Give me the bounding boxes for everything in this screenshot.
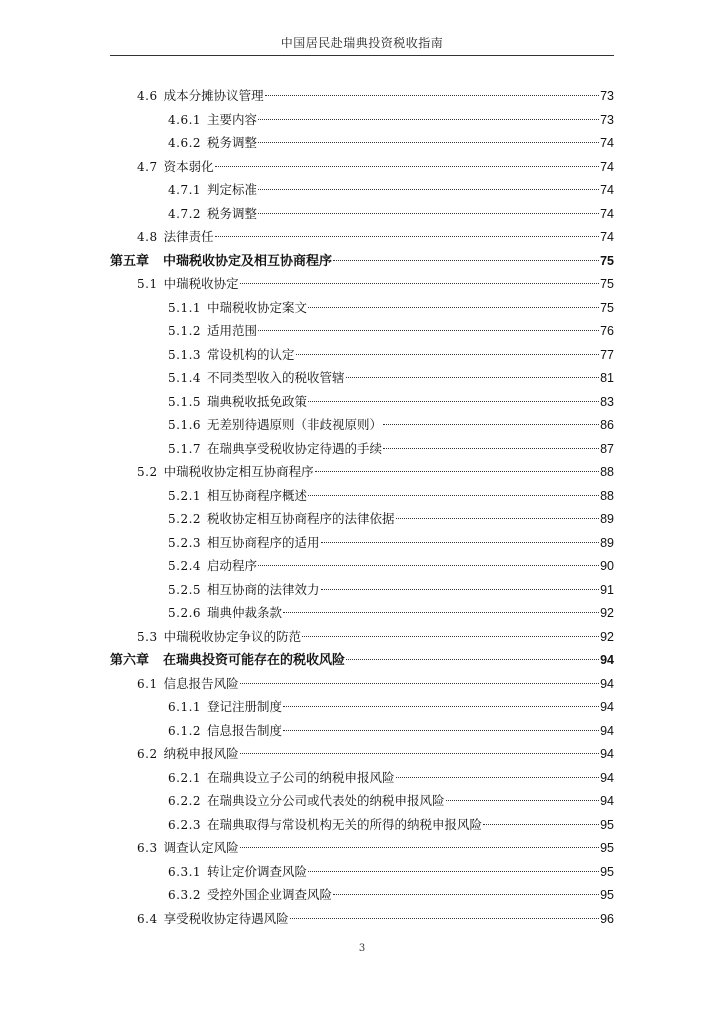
toc-entry-number: 5.2.3 <box>168 535 202 550</box>
toc-entry[interactable] <box>168 321 614 341</box>
dot-leader <box>383 448 599 449</box>
toc-entry-page: 91 <box>600 582 614 597</box>
dot-leader <box>240 283 599 284</box>
toc-entry-title: 纳税申报风险 <box>163 746 239 761</box>
toc-entry-title: 享受税收协定待遇风险 <box>163 910 289 926</box>
dot-leader <box>283 706 599 707</box>
toc-entry[interactable] <box>137 274 614 294</box>
toc-entry-page: 94 <box>600 700 614 714</box>
toc-entry-title: 瑞典仲裁条款 <box>207 605 283 620</box>
toc-entry-title: 不同类型收入的税收管辖 <box>207 370 345 385</box>
toc-entry[interactable] <box>137 227 614 247</box>
toc-entry-page: 95 <box>600 864 614 879</box>
toc-entry-title: 常设机构的认定 <box>207 346 295 362</box>
toc-entry-title: 登记注册制度 <box>207 699 283 714</box>
dot-leader <box>258 565 599 566</box>
toc-entry[interactable] <box>168 721 614 741</box>
toc-entry[interactable] <box>168 439 614 459</box>
toc-entry-number: 6.2.2 <box>168 794 202 808</box>
toc-entry-page: 75 <box>600 300 614 315</box>
toc-entry-page: 95 <box>600 841 614 855</box>
toc-entry-number: 5.2 <box>137 465 158 479</box>
toc-entry-number: 5.1.1 <box>168 300 202 315</box>
dot-leader <box>296 354 600 355</box>
toc-entry-page: 89 <box>600 535 614 550</box>
toc-entry-number: 5.1.4 <box>168 371 202 385</box>
toc-entry[interactable] <box>168 345 614 365</box>
dot-leader <box>321 589 600 590</box>
dot-leader <box>321 542 600 543</box>
toc-entry-page: 89 <box>600 512 614 526</box>
toc-entry-number: 4.7 <box>137 159 158 174</box>
dot-leader <box>333 894 599 895</box>
toc-entry-title: 瑞典税收抵免政策 <box>207 393 308 409</box>
toc-entry-title: 税收协定相互协商程序的法律依据 <box>207 511 395 526</box>
toc-entry[interactable] <box>168 862 614 882</box>
toc-entry[interactable] <box>137 744 614 764</box>
toc-entry[interactable] <box>168 415 614 435</box>
dot-leader <box>240 847 599 848</box>
toc-entry-title: 中瑞税收协定争议的防范 <box>163 628 302 644</box>
dot-leader <box>346 377 600 378</box>
dot-leader <box>396 518 600 519</box>
toc-entry-number: 5.2.2 <box>168 512 202 526</box>
dot-leader <box>315 471 599 472</box>
toc-entry-number: 6.2 <box>137 747 158 761</box>
toc-entry-page: 94 <box>600 794 614 808</box>
toc-entry[interactable] <box>168 768 614 788</box>
toc-entry-page: 90 <box>600 559 614 573</box>
toc-entry-page: 94 <box>600 723 614 738</box>
dot-leader <box>258 189 599 190</box>
toc-entry-number: 6.2.3 <box>168 817 202 832</box>
toc-entry-title: 在瑞典设立分公司或代表处的纳税申报风险 <box>207 793 445 808</box>
toc-entry-page: 74 <box>600 136 614 150</box>
toc-entry-page: 75 <box>600 253 614 268</box>
toc-entry-page: 88 <box>600 488 614 503</box>
toc-entry[interactable] <box>137 627 614 647</box>
toc-entry-title: 在瑞典投资可能存在的税收风险 <box>163 653 346 668</box>
toc-entry[interactable] <box>168 533 614 553</box>
toc-chapter-entry[interactable] <box>110 650 614 670</box>
running-header: 中国居民赴瑞典投资税收指南 <box>280 36 444 50</box>
toc-entry-number: 6.3.1 <box>168 864 202 879</box>
toc-entry[interactable] <box>168 298 614 318</box>
toc-entry-title: 中瑞税收协定案文 <box>207 299 308 315</box>
dot-leader <box>258 119 599 120</box>
toc-entry-page: 95 <box>600 817 614 832</box>
toc-entry-page: 94 <box>600 770 614 785</box>
toc-entry[interactable] <box>168 486 614 506</box>
toc-entry-title: 成本分摊协议管理 <box>163 88 264 103</box>
toc-entry-number: 4.6 <box>137 89 158 103</box>
toc-entry[interactable] <box>168 791 614 811</box>
toc-entry[interactable] <box>137 909 614 929</box>
toc-entry[interactable] <box>137 86 614 106</box>
toc-entry-title: 主要内容 <box>207 111 258 127</box>
toc-entry-number: 5.1.5 <box>168 394 202 409</box>
dot-leader <box>308 495 599 496</box>
dot-leader <box>308 871 599 872</box>
toc-entry-page: 73 <box>600 89 614 103</box>
toc-entry-page: 94 <box>600 653 614 667</box>
dot-leader <box>302 636 599 637</box>
toc-entry-number: 4.7.2 <box>168 206 202 221</box>
dot-leader <box>308 401 599 402</box>
toc-entry-title: 税务调整 <box>207 135 258 150</box>
toc-entry-number: 5.2.1 <box>168 488 202 503</box>
toc-entry-number: 4.6.1 <box>168 112 202 127</box>
dot-leader <box>308 307 599 308</box>
dot-leader <box>283 612 599 613</box>
toc-entry-title: 相互协商程序的适用 <box>207 534 320 550</box>
toc-entry-number: 6.4 <box>137 911 158 926</box>
toc-entry-title: 启动程序 <box>207 558 258 573</box>
toc-entry-number: 5.1.6 <box>168 418 202 432</box>
dot-leader <box>290 918 599 919</box>
dot-leader <box>483 824 599 825</box>
toc-entry[interactable] <box>168 603 614 623</box>
toc-entry-page: 83 <box>600 394 614 409</box>
toc-entry-page: 75 <box>600 277 614 291</box>
toc-entry[interactable] <box>168 204 614 224</box>
toc-entry-page: 74 <box>600 230 614 244</box>
toc-entry-title: 在瑞典取得与常设机构无关的所得的纳税申报风险 <box>207 816 483 832</box>
toc-entry-number: 6.3 <box>137 841 158 855</box>
toc-entry-number: 5.2.4 <box>168 559 202 573</box>
toc-entry-title: 无差别待遇原则（非歧视原则） <box>207 417 383 432</box>
toc-entry-page: 94 <box>600 676 614 691</box>
dot-leader <box>258 213 599 214</box>
toc-entry-page: 87 <box>600 441 614 456</box>
header-divider <box>110 55 614 56</box>
toc-entry-page: 96 <box>600 911 614 926</box>
toc-entry[interactable] <box>137 674 614 694</box>
toc-entry-page: 92 <box>600 606 614 620</box>
toc-entry[interactable] <box>168 368 614 388</box>
toc-entry[interactable] <box>168 556 614 576</box>
toc-entry-page: 77 <box>600 347 614 362</box>
toc-entry-title: 在瑞典享受税收协定待遇的手续 <box>207 440 383 456</box>
toc-entry-page: 74 <box>600 183 614 197</box>
toc-entry-title: 相互协商程序概述 <box>207 487 308 503</box>
toc-entry-number: 第五章 <box>110 253 150 269</box>
toc-entry-title: 法律责任 <box>163 229 214 244</box>
toc-entry[interactable] <box>168 509 614 529</box>
toc-entry-title: 适用范围 <box>207 323 258 338</box>
toc-entry-page: 88 <box>600 465 614 479</box>
toc-entry-page: 92 <box>600 629 614 644</box>
toc-entry[interactable] <box>137 462 614 482</box>
toc-entry-number: 5.2.5 <box>168 582 202 597</box>
page-number: 3 <box>358 943 366 954</box>
toc-entry-number: 6.1.2 <box>168 723 202 738</box>
toc-entry-title: 受控外国企业调查风险 <box>207 887 333 902</box>
toc-entry-page: 74 <box>600 206 614 221</box>
toc-entry-number: 4.8 <box>137 230 158 244</box>
toc-entry-page: 94 <box>600 747 614 761</box>
toc-entry-number: 5.1.2 <box>168 324 202 338</box>
toc-entry-page: 74 <box>600 159 614 174</box>
toc-entry-number: 4.6.2 <box>168 136 202 150</box>
toc-entry-number: 6.2.1 <box>168 770 202 785</box>
toc-entry-number: 5.1 <box>137 277 158 291</box>
toc-entry-number: 6.1.1 <box>168 700 202 714</box>
toc-entry-number: 6.3.2 <box>168 888 202 902</box>
dot-leader <box>346 659 599 660</box>
toc-entry-number: 5.1.7 <box>168 441 202 456</box>
dot-leader <box>265 95 599 96</box>
toc-entry-number: 4.7.1 <box>168 183 202 197</box>
toc-entry-title: 资本弱化 <box>163 158 214 174</box>
toc-entry-number: 5.1.3 <box>168 347 202 362</box>
toc-entry[interactable] <box>168 697 614 717</box>
toc-entry-title: 相互协商的法律效力 <box>207 581 320 597</box>
dot-leader <box>446 800 600 801</box>
toc-entry[interactable] <box>168 815 614 835</box>
toc-entry[interactable] <box>168 885 614 905</box>
toc-entry-title: 中瑞税收协定相互协商程序 <box>163 464 314 479</box>
toc-entry[interactable] <box>168 180 614 200</box>
toc-entry-title: 税务调整 <box>207 205 258 221</box>
toc-entry[interactable] <box>168 392 614 412</box>
toc-entry-page: 86 <box>600 418 614 432</box>
toc-entry[interactable] <box>137 838 614 858</box>
toc-entry-title: 转让定价调查风险 <box>207 863 308 879</box>
toc-entry[interactable] <box>137 157 614 177</box>
toc-entry-page: 81 <box>600 371 614 385</box>
toc-entry-title: 调查认定风险 <box>163 840 239 855</box>
toc-entry-title: 在瑞典设立子公司的纳税申报风险 <box>207 769 395 785</box>
toc-entry-title: 信息报告风险 <box>163 675 239 691</box>
toc-entry[interactable] <box>168 133 614 153</box>
toc-entry-title: 中瑞税收协定 <box>163 276 239 291</box>
toc-entry-page: 76 <box>600 324 614 338</box>
toc-chapter-entry[interactable] <box>110 251 614 271</box>
toc-entry-page: 95 <box>600 888 614 902</box>
dot-leader <box>215 236 599 237</box>
dot-leader <box>283 730 599 731</box>
toc-entry-number: 5.3 <box>137 629 158 644</box>
toc-entry-number: 第六章 <box>110 653 150 668</box>
dot-leader <box>240 753 599 754</box>
toc-entry[interactable] <box>168 110 614 130</box>
dot-leader <box>383 424 599 425</box>
toc-entry[interactable] <box>168 580 614 600</box>
dot-leader <box>258 142 599 143</box>
dot-leader <box>258 330 599 331</box>
toc-entry-page: 73 <box>600 112 614 127</box>
toc-entry-title: 判定标准 <box>207 182 258 197</box>
dot-leader <box>215 166 599 167</box>
toc-entry-number: 6.1 <box>137 676 158 691</box>
toc-entry-number: 5.2.6 <box>168 606 202 620</box>
dot-leader <box>396 777 600 778</box>
dot-leader <box>333 260 599 261</box>
toc-entry-title: 中瑞税收协定及相互协商程序 <box>163 253 333 269</box>
dot-leader <box>240 683 599 684</box>
toc-entry-title: 信息报告制度 <box>207 722 283 738</box>
